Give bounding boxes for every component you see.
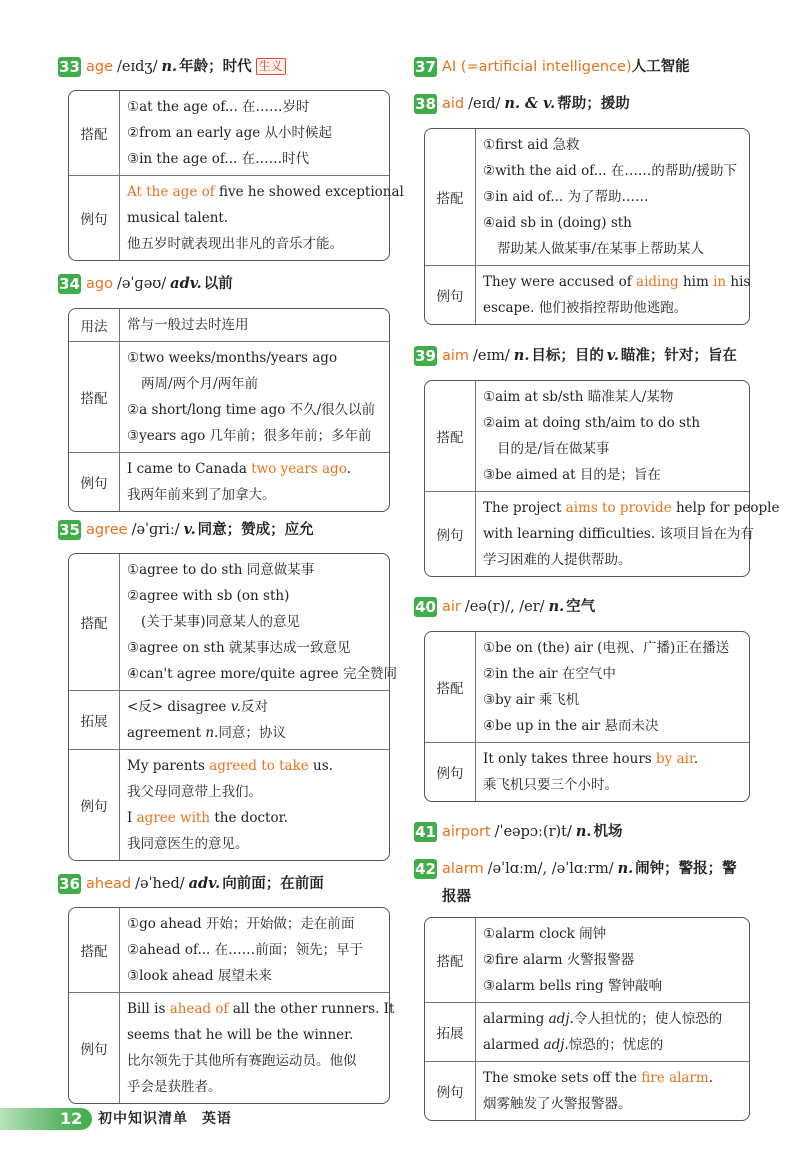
row-label: 例句 [425,1062,476,1120]
entry-42-header [414,858,752,908]
example-row [425,742,749,801]
part-of-speech: n. [548,598,565,615]
highlight: two years ago [251,461,347,477]
usage-text: 常与一般过去时连用 [127,317,249,333]
collocation-item: ②ahead of... 在……前面；领先；早于 [127,942,364,958]
page-number: 12 [60,1109,83,1128]
entry-number: 33 [59,58,80,76]
entry-41-header [414,821,622,843]
extension-item: <反> disagree v.反对 [127,699,269,715]
example-translation: 比尔领先于其他所有赛跑运动员。他似 [127,1053,357,1069]
entry-33-header [58,56,286,78]
example-translation: escape. 他们被指控帮助他逃跑。 [483,300,688,316]
usage-row [69,309,389,341]
collocation-item: ②fire alarm 火警报警器 [483,952,635,968]
row-label: 搭配 [425,381,476,491]
row-label: 搭配 [425,129,476,265]
row-label: 拓展 [69,691,120,749]
example-row [425,265,749,324]
entry-42-table [424,917,750,1121]
meaning: 机场 [593,824,623,840]
example-sentence: It only takes three hours by air. [483,751,699,767]
collocation-item: 目的是/旨在做某事 [497,441,610,457]
highlight: agreed to take [209,758,309,774]
row-label: 例句 [69,453,120,511]
row-label: 例句 [69,176,120,260]
example-translation: 我同意医生的意见。 [127,836,249,852]
highlight: fire alarm [641,1070,709,1086]
phonetic: /əˈlɑːm/, /əˈlɑːrm/ [487,861,614,877]
row-label: 例句 [425,492,476,576]
collocation-item: ①agree to do sth 同意做某事 [127,562,315,578]
entry-number: 37 [415,58,436,76]
example-translation: 我父母同意带上我们。 [127,784,262,800]
collocation-item: ①be on (the) air (电视、广播)正在播送 [483,640,730,656]
extension-item: agreement n.同意；协议 [127,725,286,741]
entry-36-header [58,873,324,895]
meaning: 人工智能 [631,59,690,75]
row-label: 例句 [425,743,476,801]
collocation-row [425,632,749,742]
new-meaning-tag: 生义 [256,58,286,75]
phonetic: /əˈɡriː/ [131,522,180,538]
meaning: 报器 [442,889,471,905]
collocation-item: ①aim at sb/sth 瞄准某人/某物 [483,389,674,405]
extension-item: alarming adj.令人担忧的；使人惊恐的 [483,1011,723,1027]
collocation-row [69,341,389,452]
example-translation: 乘飞机只要三个小时。 [483,777,618,793]
meaning: 年龄；时代 [179,59,252,75]
entry-38-header [414,93,630,115]
entry-40-header [414,596,595,618]
collocation-item: ①alarm clock 闹钟 [483,926,607,942]
collocation-item: ④can't agree more/quite agree 完全赞同 [127,666,397,682]
example-sentence: with learning difficulties. 该项目旨在为有 [483,526,754,542]
part-of-speech: n. [161,58,178,75]
headword: aid [442,96,465,112]
extension-row [425,1002,749,1061]
part-of-speech: n. [575,823,592,840]
collocation-item: ②agree with sb (on sth) [127,588,290,604]
collocation-item: ②with the aid of... 在……的帮助/援助下 [483,163,737,179]
entry-34-table [68,308,390,512]
example-sentence: They were accused of aiding him in his [483,274,751,290]
part-of-speech: v. [606,347,619,364]
example-row [69,175,404,260]
collocation-item: ③years ago 几年前；很多年前；多年前 [127,428,372,444]
collocation-row [425,918,749,1002]
entry-33-table [68,90,404,261]
example-row [69,992,395,1103]
highlight: aiding [636,274,679,290]
row-label: 例句 [425,266,476,324]
example-sentence: My parents agreed to take us. [127,758,333,774]
example-sentence: musical talent. [127,210,229,226]
example-translation: 乎会是获胜者。 [127,1079,222,1095]
meaning: 同意；赞成；应允 [197,522,314,538]
collocation-item: ④aid sb in (doing) sth [483,215,632,231]
collocation-row [425,381,749,491]
row-label: 搭配 [425,632,476,742]
part-of-speech: v. [183,521,196,538]
example-row [425,1061,749,1120]
entry-36-table [68,907,395,1104]
entry-40-table [424,631,750,802]
phonetic: /eɪd/ [468,96,501,112]
collocation-row [69,908,389,992]
headword: alarm [442,861,484,877]
example-sentence: I agree with the doctor. [127,810,288,826]
row-label: 搭配 [69,554,120,690]
entry-38-table [424,128,750,325]
example-sentence: The smoke sets off the fire alarm. [483,1070,713,1086]
extension-item: alarmed adj.惊恐的；忧虑的 [483,1037,664,1053]
collocation-item: ①two weeks/months/years ago [127,350,338,366]
meaning: 帮助；援助 [557,96,630,112]
row-label: 用法 [69,309,120,341]
example-sentence: The project aims to provide help for people [483,500,780,516]
row-label: 搭配 [69,91,120,175]
collocation-item: ③look ahead 展望未来 [127,968,272,984]
entry-number: 40 [415,598,436,616]
meaning: 空气 [566,599,596,615]
entry-number: 39 [415,347,436,365]
part-of-speech: adv. [170,275,202,292]
collocation-item: ③in the age of... 在……时代 [127,151,310,167]
phonetic: /eə(r)/, /er/ [464,599,545,615]
headword: agree [86,522,128,538]
headword: age [86,59,114,75]
collocation-item: ②a short/long time ago 不久/很久以前 [127,402,376,418]
part-of-speech: n. & v. [504,95,556,112]
example-translation: 他五岁时就表现出非凡的音乐才能。 [127,236,343,252]
phonetic: /əˈhed/ [135,876,185,892]
phonetic: /eɪm/ [473,348,510,364]
part-of-speech: n. [513,347,530,364]
headword: ago [86,276,113,292]
highlight: ahead of [169,1001,229,1017]
entry-37-header [414,56,690,78]
collocation-item: ②from an early age 从小时候起 [127,125,333,141]
highlight: aims to provide [565,500,672,516]
collocation-item: ③by air 乘飞机 [483,692,580,708]
entry-number: 38 [415,95,436,113]
example-sentence: seems that he will be the winner. [127,1027,354,1043]
collocation-item: ①go ahead 开始；开始做；走在前面 [127,916,355,932]
meaning: 瞄准；针对；旨在 [620,348,737,364]
collocation-row [69,554,397,690]
phonetic: /əˈɡəʊ/ [116,276,167,292]
part-of-speech: n. [617,860,634,877]
meaning: 向前面；在前面 [222,876,324,892]
example-sentence: Bill is ahead of all the other runners. It [127,1001,395,1017]
footer-book-title [98,1108,232,1130]
part-of-speech: adv. [188,875,221,892]
row-label: 搭配 [69,908,120,992]
example-row [425,491,780,576]
meaning: 目标；目的 [531,348,604,364]
entry-number: 36 [59,875,80,893]
collocation-item: ①at the age of... 在……岁时 [127,99,310,115]
collocation-item: ①first aid 急救 [483,137,580,153]
headword: airport [442,824,491,840]
row-label: 搭配 [69,342,120,452]
entry-number: 41 [415,823,436,841]
row-label: 例句 [69,750,120,860]
collocation-item: ②aim at doing sth/aim to do sth [483,415,701,431]
headword: air [442,599,461,615]
meaning: 以前 [203,276,233,292]
example-row [69,749,389,860]
headword: aim [442,348,470,364]
collocation-item: 帮助某人做某事/在某事上帮助某人 [497,241,705,257]
row-label: 搭配 [425,918,476,1002]
example-translation: 我两年前来到了加拿大。 [127,487,276,503]
collocation-item: ③agree on sth 就某事达成一致意见 [127,640,351,656]
entry-number: 42 [415,860,436,878]
collocation-item: ④be up in the air 悬而未决 [483,718,659,734]
meaning: 闹钟；警报；警 [635,861,737,877]
entry-39-table [424,380,780,577]
example-sentence: I came to Canada two years ago. [127,461,351,477]
entry-34-header [58,273,233,295]
phonetic: /ˈeəpɔː(r)t/ [494,824,572,840]
headword: AI (=artificial intelligence) [442,59,632,75]
collocation-item: ③in aid of... 为了帮助…… [483,189,649,205]
collocation-row [69,91,389,175]
collocation-item: ③alarm bells ring 警钟敲响 [483,978,662,994]
example-row [69,452,389,511]
row-label: 拓展 [425,1003,476,1061]
book-title: 初中知识清单 [98,1111,188,1127]
subject: 英语 [201,1111,232,1127]
collocation-item: ③be aimed at 目的是；旨在 [483,467,661,483]
collocation-item: 两周/两个月/两年前 [141,376,259,392]
entry-number: 34 [59,275,80,293]
highlight: by air [656,751,694,767]
phonetic: /eɪdʒ/ [117,59,158,75]
collocation-item: ②in the air 在空气中 [483,666,616,682]
highlight: agree with [136,810,211,826]
entry-39-header [414,345,737,367]
collocation-row [425,129,749,265]
example-translation: 烟雾触发了火警报警器。 [483,1096,632,1112]
example-translation: 学习困难的人提供帮助。 [483,552,632,568]
collocation-item: (关于某事)同意某人的意见 [141,614,301,630]
entry-number: 35 [59,521,80,539]
entry-35-table [68,553,397,861]
row-label: 例句 [69,993,120,1103]
example-sentence: At the age of five he showed exceptional [127,184,404,200]
highlight: At the age of [127,184,215,200]
entry-35-header [58,519,314,541]
highlight: in [713,274,727,290]
extension-row [69,690,389,749]
headword: ahead [86,876,132,892]
